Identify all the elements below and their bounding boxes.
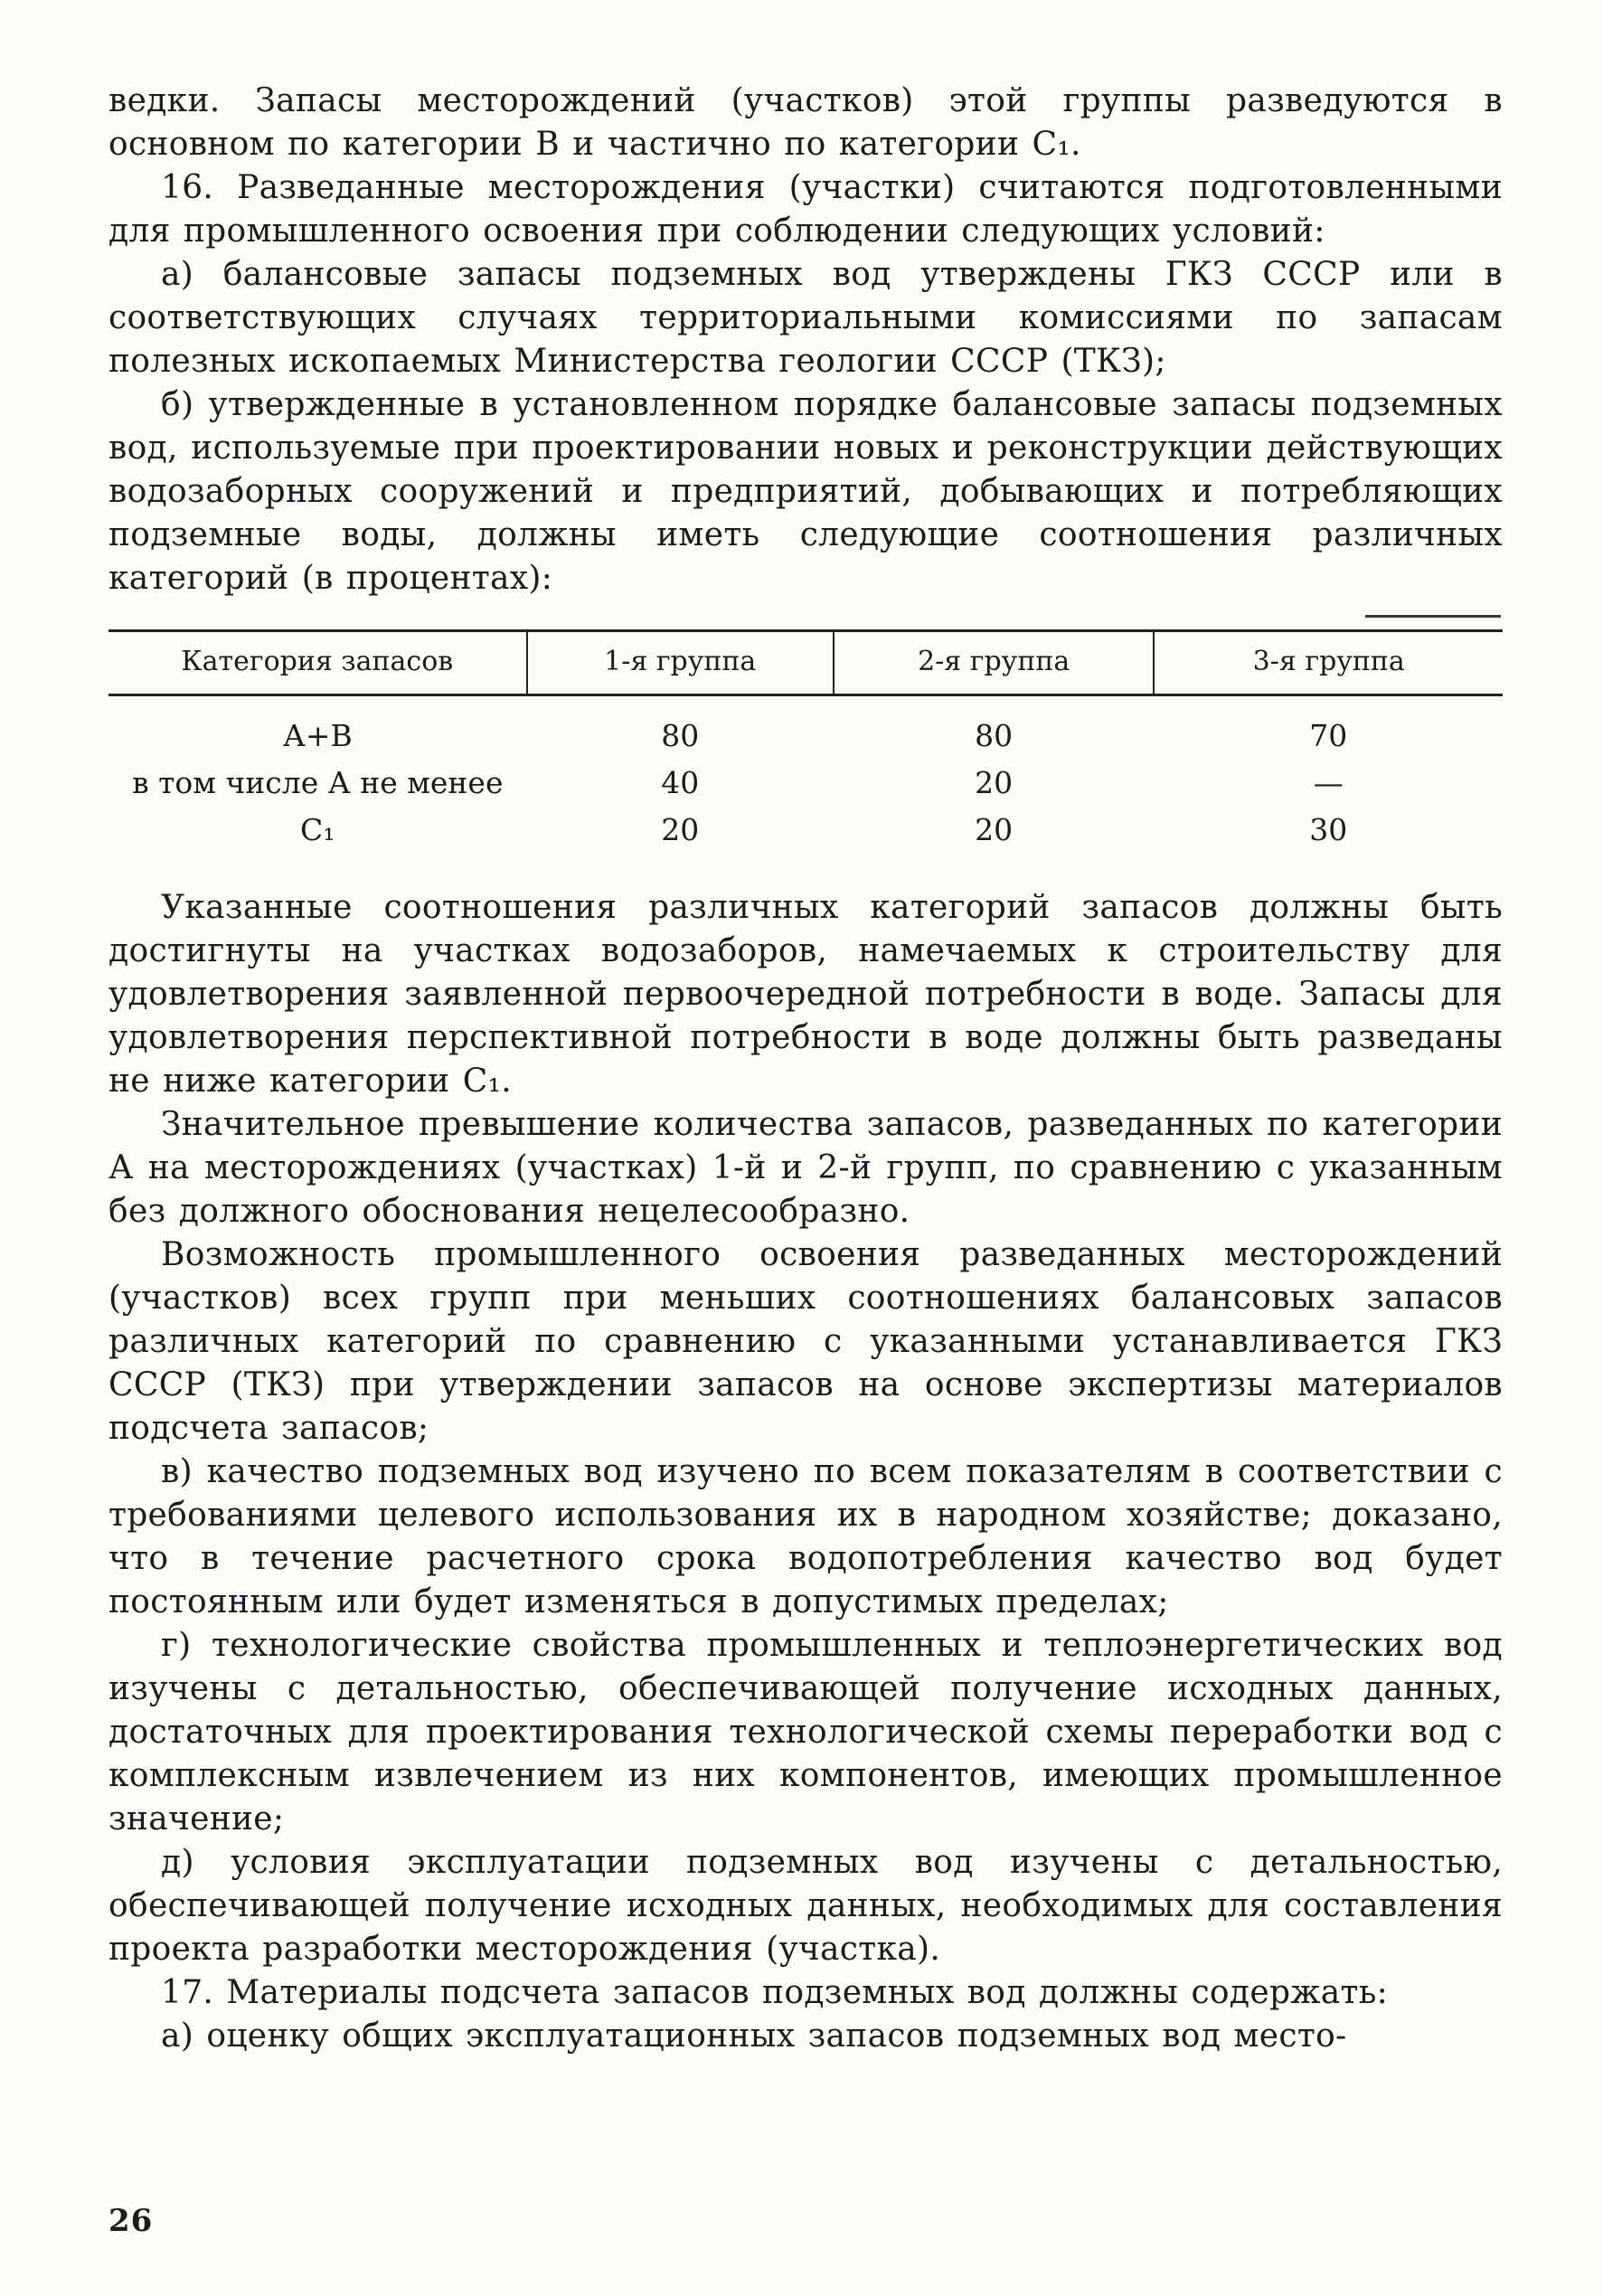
table-header-group-1: 1-я группа — [527, 631, 834, 695]
body-paragraph: б) утвержденные в установленном порядке балансовые запасы подземных вод, используемые при проектировании новых и реконструкции действующих водозаборных сооружений и предприятий, добывающих и потребляющих подземные воды, должны иметь следующие соотношения различных категорий (в процентах): — [108, 386, 1503, 597]
body-paragraph: в) качество подземных вод изучено по всем показателям в соответствии с требованиями целевого использования их в народном хозяйстве; доказано, что в течение расчетного срока водопотребления качество вод будет постоянным или будет изменяться в допустимых пределах; — [108, 1453, 1503, 1620]
body-paragraph: ведки. Запасы месторождений (участков) этой группы разведуются в основном по категории В и частично по категории С₁. — [108, 82, 1503, 163]
table-cell: 80 — [975, 718, 1014, 753]
scan-artifact-line — [1365, 615, 1501, 618]
page-number: 26 — [108, 2203, 154, 2239]
table-header-category: Категория запасов — [108, 631, 527, 695]
table-cell: 20 — [975, 765, 1014, 800]
body-paragraph: а) балансовые запасы подземных вод утверждены ГКЗ СССР или в соответствующих случаях территориальными комиссиями по запасам полезных ископаемых Министерства геологии СССР (ТКЗ); — [108, 256, 1503, 380]
table-cell: 20 — [661, 812, 700, 847]
table-row-label: А+В — [282, 718, 353, 753]
table-cell: 40 — [661, 765, 700, 800]
table-row-label: С₁ — [300, 812, 335, 847]
table-header-row — [108, 631, 1503, 695]
body-paragraph: 17. Материалы подсчета запасов подземных вод должны содержать: — [161, 1974, 1389, 2011]
table-header-group-2: 2-я группа — [834, 631, 1155, 695]
body-paragraph: 16. Разведанные месторождения (участки) считаются подготовленными для промышленного освоения при соблюдении следующих условий: — [108, 169, 1503, 250]
body-paragraph: Указанные соотношения различных категорий запасов должны быть достигнуты на участках водозаборов, намечаемых к строительству для удовлетворения заявленной первоочередной потребности в воде. Запасы для удовлетворения перспективной потребности в воде должны быть разведаны не ниже категории С₁. — [108, 889, 1503, 1100]
table-row — [108, 807, 1503, 863]
table-cell: 20 — [975, 812, 1014, 847]
body-paragraph: г) технологические свойства промышленных и теплоэнергетических вод изучены с детальностью, обеспечивающей получение исходных данных, достаточных для проектирования технологической схемы переработки вод с комплексным извлечением из них компонентов, имеющих промышленное значение; — [108, 1627, 1503, 1838]
reserves-ratio-table-wrapper — [108, 629, 1503, 863]
table-cell: 80 — [661, 718, 700, 753]
table-row — [108, 760, 1503, 807]
body-paragraph: д) условия эксплуатации подземных вод изучены с детальностью, обеспечивающей получение исходных данных, необходимых для составления проекта разработки месторождения (участка). — [108, 1844, 1503, 1968]
table-row — [108, 695, 1503, 761]
text-column — [108, 80, 1503, 2058]
table-header-group-3: 3-я группа — [1154, 631, 1503, 695]
table-cell: 30 — [1309, 812, 1348, 847]
reserves-ratio-table — [108, 629, 1503, 863]
table-row-label: в том числе А не менее — [132, 765, 504, 800]
table-cell: — — [1313, 765, 1344, 800]
table-cell: 70 — [1309, 718, 1348, 753]
body-paragraph: а) оценку общих эксплуатационных запасов подземных вод место- — [161, 2017, 1347, 2055]
body-paragraph: Возможность промышленного освоения разведанных месторождений (участков) всех групп при меньших соотношениях балансовых запасов различных категорий по сравнению с указанными устанавливается ГКЗ СССР (ТКЗ) при утверждении запасов на основе экспертизы материалов подсчета запасов; — [108, 1236, 1503, 1447]
body-paragraph: Значительное превышение количества запасов, разведанных по категории А на месторождениях (участках) 1-й и 2-й групп, по сравнению с указанным без должного обоснования нецелесообразно. — [108, 1106, 1503, 1230]
